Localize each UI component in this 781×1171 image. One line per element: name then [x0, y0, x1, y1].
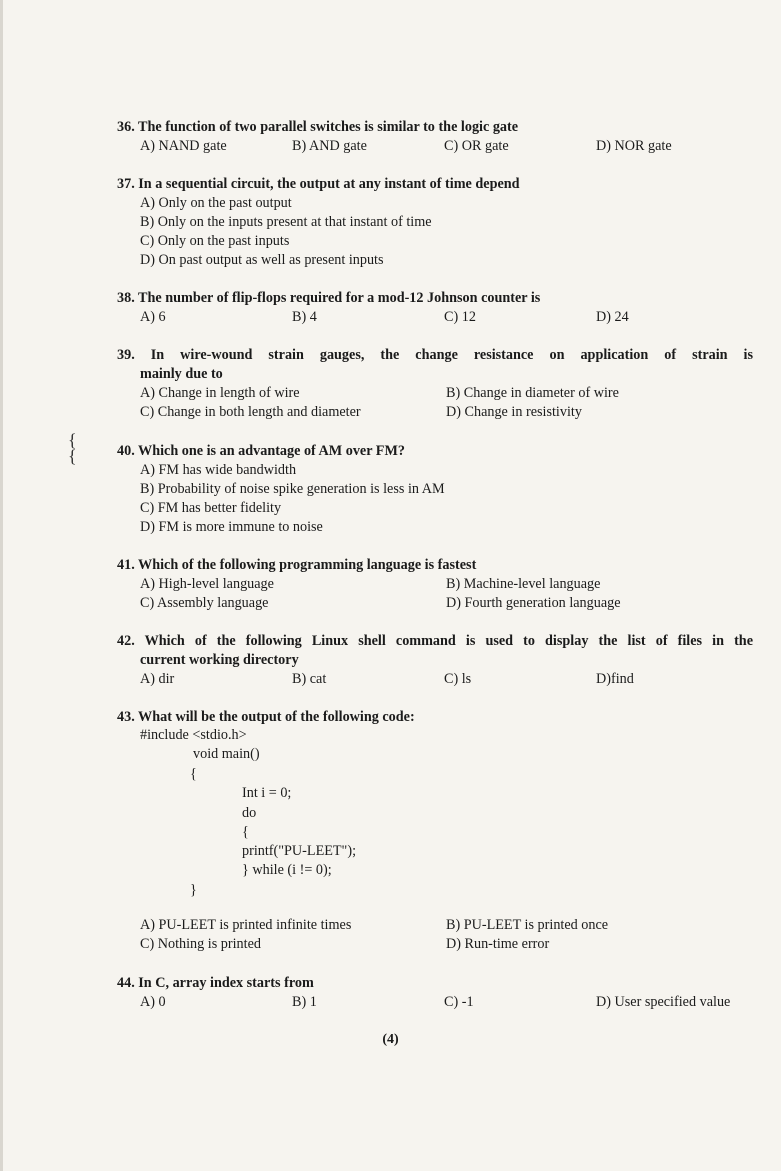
options-row	[117, 935, 762, 954]
option-b: B) AND gate	[292, 138, 367, 154]
option-d: D) User specified value	[596, 994, 731, 1010]
code-line: {	[242, 824, 249, 840]
option-c: C) Assembly language	[140, 595, 269, 611]
option-d: D) FM is more immune to noise	[140, 519, 323, 535]
question-title-cont: mainly due to	[140, 366, 223, 382]
question-title: 43. What will be the output of the following code:	[117, 709, 415, 725]
code-line: Int i = 0;	[242, 785, 292, 801]
question-title: 38. The number of flip-flops required for a mod-12 Johnson counter is	[117, 290, 541, 306]
option-a: A) 6	[140, 309, 166, 325]
question-37	[117, 175, 762, 270]
question-44	[117, 974, 762, 1012]
option-c: C) 12	[444, 309, 476, 325]
option-b: B) cat	[292, 671, 327, 687]
option-d: D) On past output as well as present inputs	[140, 252, 384, 268]
option-c: C) OR gate	[444, 138, 509, 154]
question-title: 36. The function of two parallel switches is similar to the logic gate	[117, 119, 519, 135]
option-b: B) 1	[292, 994, 317, 1010]
options-row	[117, 137, 762, 156]
question-title: 44. In C, array index starts from	[117, 975, 314, 991]
options-row	[117, 916, 762, 935]
code-line: void main()	[193, 746, 260, 762]
option-a: A) Change in length of wire	[140, 385, 300, 401]
option-a: A) Only on the past output	[140, 195, 292, 211]
option-d: D)find	[596, 671, 634, 687]
option-d: D) Run-time error	[446, 936, 550, 952]
options-row	[117, 403, 762, 422]
option-b: B) 4	[292, 309, 317, 325]
code-line: {	[190, 766, 197, 782]
option-b: B) Only on the inputs present at that instant of time	[140, 214, 432, 230]
option-a: A) FM has wide bandwidth	[140, 462, 297, 478]
code-line: do	[242, 805, 257, 821]
option-a: A) 0	[140, 994, 166, 1010]
option-c: C) Change in both length and diameter	[140, 404, 361, 420]
question-36	[117, 118, 762, 156]
question-title: 41. Which of the following programming language is fastest	[117, 557, 477, 573]
option-d: D) NOR gate	[596, 138, 672, 154]
option-b: B) Probability of noise spike generation is less in AM	[140, 481, 445, 497]
code-line: #include <stdio.h>	[140, 727, 247, 743]
question-43	[117, 708, 762, 727]
question-title: 40. Which one is an advantage of AM over FM?	[117, 443, 405, 459]
option-b: B) PU-LEET is printed once	[446, 917, 609, 933]
question-38	[117, 289, 762, 327]
question-title: 42. Which of the following Linux shell command is used to display the list of files in the	[117, 633, 753, 649]
option-c: C) FM has better fidelity	[140, 500, 282, 516]
option-c: C) -1	[444, 994, 474, 1010]
options-row	[117, 308, 762, 327]
option-c: C) Nothing is printed	[140, 936, 261, 952]
question-title: 39. In wire-wound strain gauges, the change resistance on application of strain is	[117, 347, 753, 363]
question-43-options	[117, 916, 762, 954]
options-row	[117, 670, 762, 689]
code-line: printf("PU-LEET");	[242, 843, 357, 859]
option-a: A) NAND gate	[140, 138, 227, 154]
option-c: C) Only on the past inputs	[140, 233, 290, 249]
question-39	[117, 346, 762, 422]
options-row	[117, 594, 762, 613]
code-line: } while (i != 0);	[242, 862, 332, 878]
option-a: A) dir	[140, 671, 175, 687]
option-c: C) ls	[444, 671, 472, 687]
options-row	[117, 993, 762, 1012]
option-b: B) Machine-level language	[446, 576, 601, 592]
page-number: (4)	[382, 1032, 399, 1047]
option-d: D) Change in resistivity	[446, 404, 582, 420]
option-b: B) Change in diameter of wire	[446, 385, 619, 401]
page-edge	[0, 0, 3, 1171]
options-row	[117, 384, 762, 403]
code-line: }	[190, 882, 197, 898]
option-a: A) PU-LEET is printed infinite times	[140, 917, 352, 933]
options-row	[117, 575, 762, 594]
option-d: D) Fourth generation language	[446, 595, 621, 611]
option-a: A) High-level language	[140, 576, 274, 592]
option-d: D) 24	[596, 309, 629, 325]
question-42	[117, 632, 762, 689]
question-title: 37. In a sequential circuit, the output at any instant of time depend	[117, 176, 520, 192]
margin-mark: { {	[68, 430, 77, 466]
question-41	[117, 556, 762, 613]
question-title-cont: current working directory	[140, 652, 299, 668]
question-40	[117, 442, 762, 537]
